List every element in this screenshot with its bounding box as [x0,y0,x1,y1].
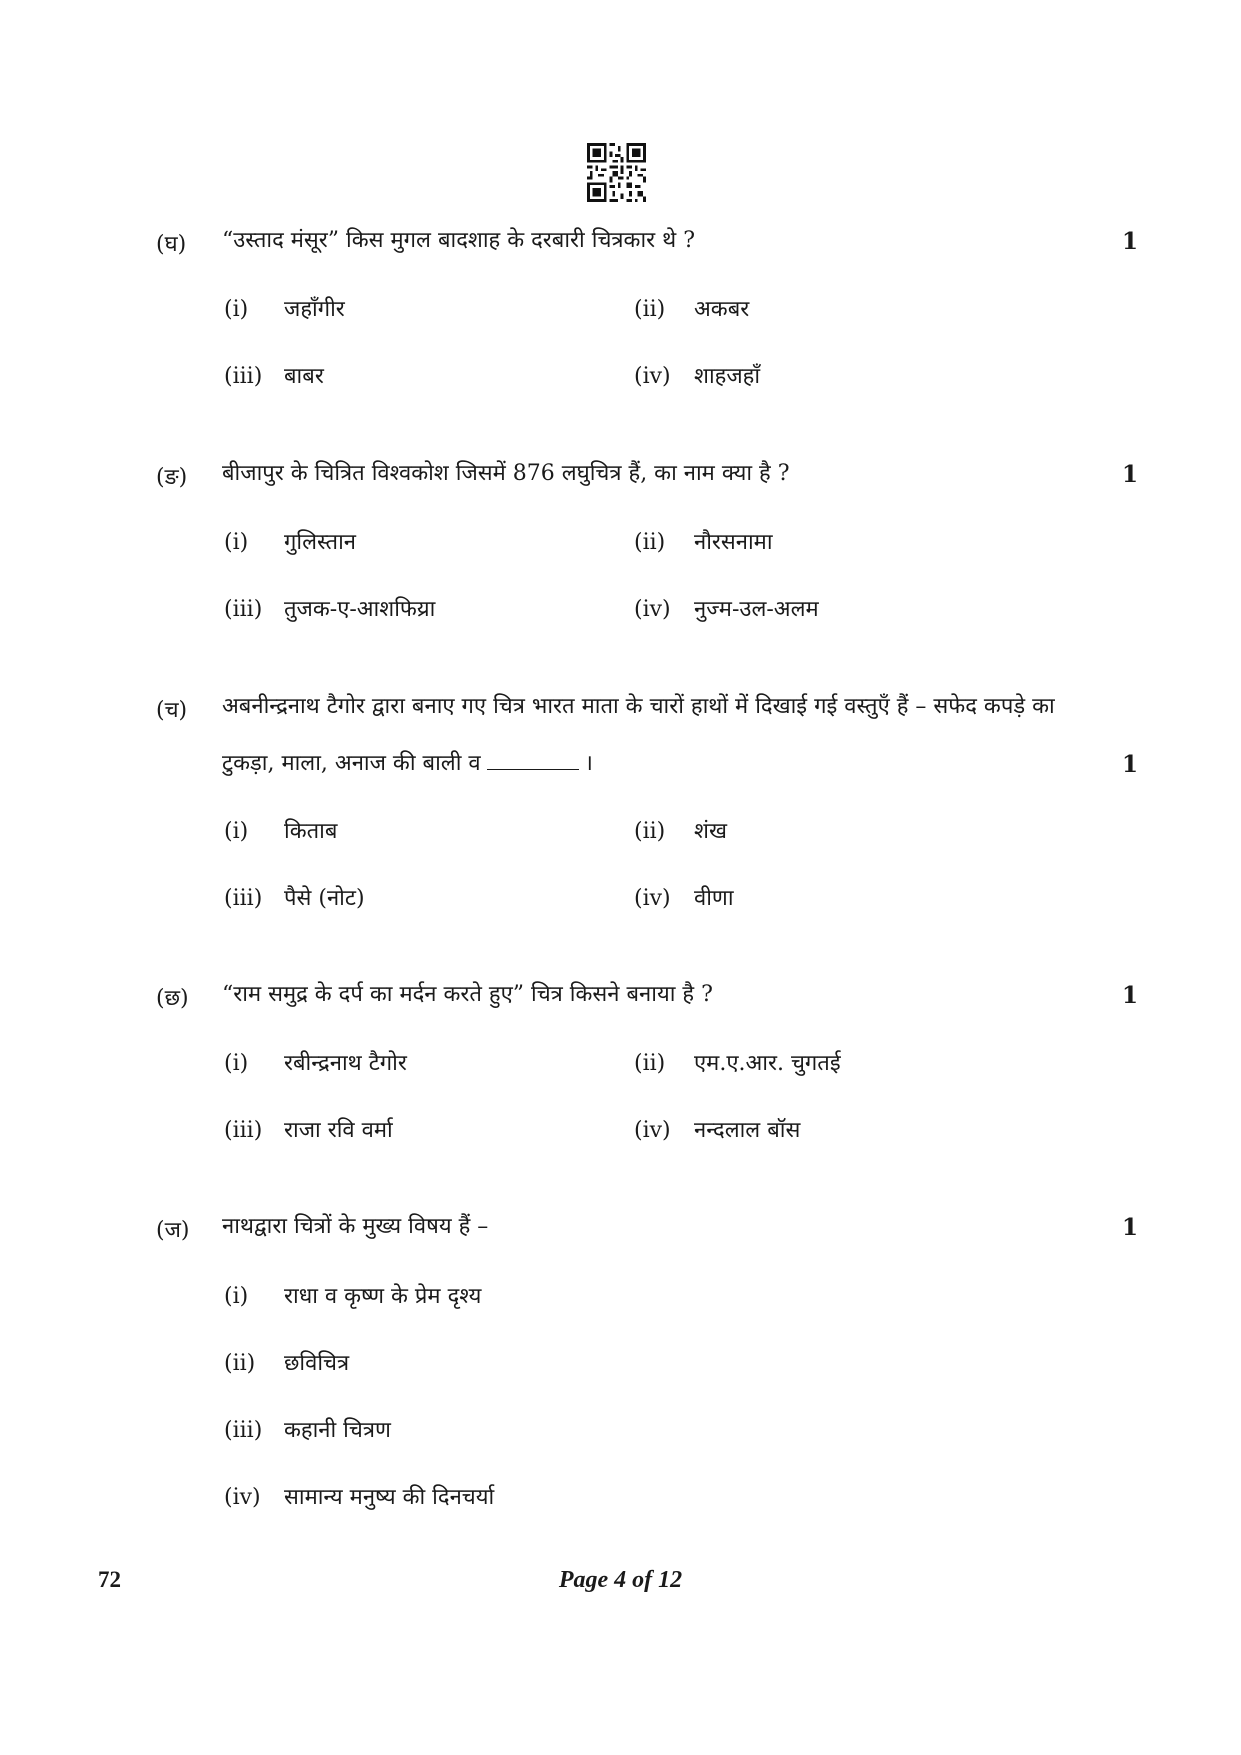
option-number: (i) [224,1284,249,1309]
option [634,882,734,912]
option-number: (iii) [224,886,263,911]
option [224,1280,481,1310]
option [224,1481,494,1511]
question-text: नाथद्वारा चित्रों के मुख्य विषय हैं – [222,1214,489,1239]
option-text: एम.ए.आर. चुगतई [694,1051,841,1076]
option-number: (i) [224,530,249,555]
option-number: (iv) [634,364,671,389]
question-text: “राम समुद्र के दर्प का मर्दन करते हुए” चित्र किसने बनाया है ? [222,982,713,1007]
question-number: (घ) [156,232,187,257]
option-text: जहाँगीर [284,297,345,322]
question-text: बीजापुर के चित्रित विश्वकोश जिसमें 876 लघुचित्र हैं, का नाम क्या है ? [222,461,790,486]
option-number: (i) [224,819,249,844]
qr-code-icon [587,143,646,202]
question-marks: 1 [1122,228,1139,255]
option-text: नन्दलाल बॉस [694,1118,801,1143]
option-number: (ii) [634,530,666,555]
paper-code: 72 [98,1567,121,1592]
option [224,882,365,912]
option-number: (iv) [634,597,671,622]
option-text: पैसे (नोट) [284,886,365,911]
option [634,360,760,390]
option-number: (iii) [224,597,263,622]
option-number: (ii) [634,819,666,844]
question-number: (छ) [156,986,189,1011]
option-number: (ii) [634,297,666,322]
option-text: छविचित्र [284,1351,350,1376]
page-number: Page 4 of 12 [558,1567,683,1593]
option-text: किताब [284,819,338,844]
option-number: (i) [224,297,249,322]
option [634,1114,800,1144]
option-text: शाहजहाँ [694,364,761,389]
option [224,526,356,556]
option-number: (iv) [224,1485,261,1510]
option [224,815,337,845]
question-marks: 1 [1122,461,1139,488]
question-number: (च) [156,698,188,723]
question-number: (ज) [156,1218,190,1243]
option-number: (ii) [224,1351,256,1376]
option-text: शंख [694,819,727,844]
option-number: (ii) [634,1051,666,1076]
option [224,1047,407,1077]
option-number: (iii) [224,364,263,389]
option-text: सामान्य मनुष्य की दिनचर्या [284,1485,495,1510]
option-text: नौरसनामा [694,530,773,555]
option-text: वीणा [694,886,734,911]
question-text-end: । [584,751,593,776]
option-text: राजा रवि वर्मा [284,1118,393,1143]
option-text: बाबर [284,364,324,389]
option [634,593,819,623]
option-number: (i) [224,1051,249,1076]
option [634,293,749,323]
option-text: नुज्म-उल-अलम [694,597,819,622]
option-number: (iii) [224,1118,263,1143]
question-text: “उस्ताद मंसूर” किस मुगल बादशाह के दरबारी चित्रकार थे ? [222,228,695,253]
option-text: रबीन्द्रनाथ टैगोर [284,1051,407,1076]
option [224,1347,349,1377]
question-number: (ङ) [156,465,188,490]
answer-blank [487,755,579,770]
option [634,1047,841,1077]
option-text: तुजक-ए-आशफिय्रा [284,597,436,622]
question-marks: 1 [1122,751,1139,778]
option-text: कहानी चित्रण [284,1418,391,1443]
option [224,293,345,323]
option-text: गुलिस्तान [284,530,357,555]
option [634,815,727,845]
question-marks: 1 [1122,1214,1139,1241]
option [634,526,773,556]
option-number: (iv) [634,1118,671,1143]
question-marks: 1 [1122,982,1139,1009]
option [224,1114,393,1144]
option-text: अकबर [694,297,750,322]
option [224,593,435,623]
option [224,360,324,390]
option-number: (iii) [224,1418,263,1443]
question-text-body: अबनीन्द्रनाथ टैगोर द्वारा बनाए गए चित्र भारत माता के चारों हाथों में दिखाई गई वस्तुएँ हैं – सफेद कपड़े का टुकड़ा, माला, अनाज की बाली व [222,694,1055,776]
question-text [222,678,1102,792]
option [224,1414,391,1444]
option-text: राधा व कृष्ण के प्रेम दृश्य [284,1284,482,1309]
option-number: (iv) [634,886,671,911]
